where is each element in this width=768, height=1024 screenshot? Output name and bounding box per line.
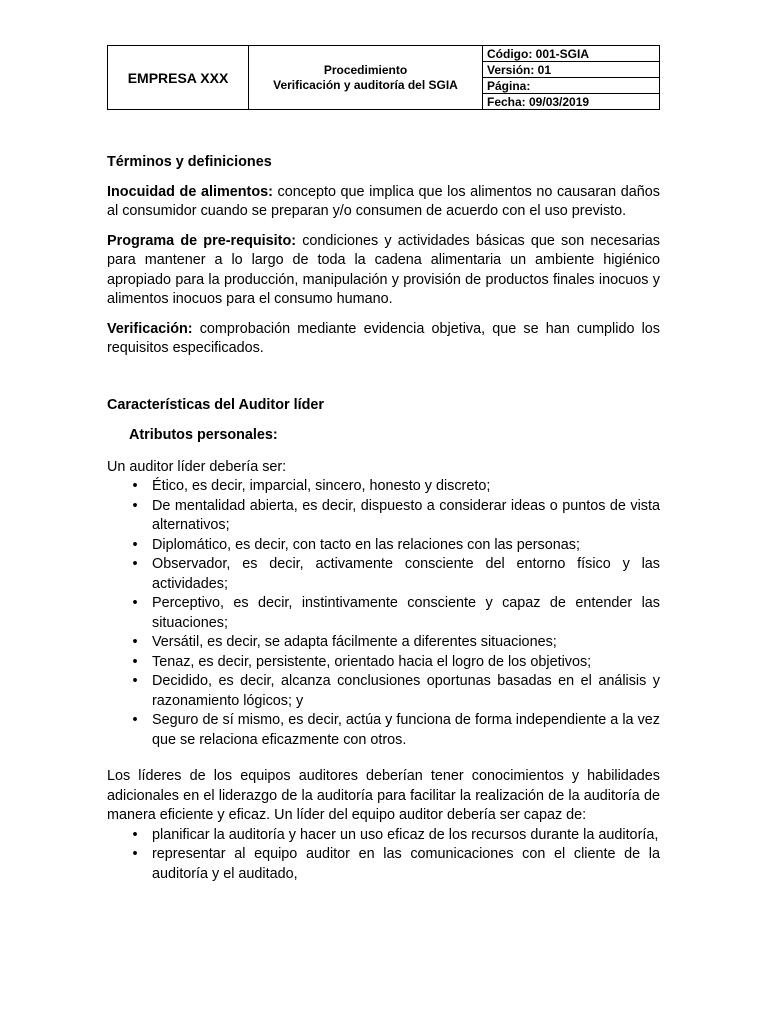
list-item: • Seguro de sí mismo, es decir, actúa y funciona de forma independiente a la vez que se relaciona eficazmente con otros. xyxy=(107,711,660,750)
bullet-icon: • xyxy=(132,712,138,728)
document-code: Código: 001-SGIA xyxy=(483,46,660,62)
list-item: • Versátil, es decir, se adapta fácilmente a diferentes situaciones; xyxy=(107,633,660,653)
list-item: • De mentalidad abierta, es decir, dispuesto a considerar ideas o puntos de vista alternativos; xyxy=(107,497,660,536)
leader-abilities-list xyxy=(107,826,660,885)
document-header-table xyxy=(107,45,660,110)
definition-text: comprobación mediante evidencia objetiva, que se han cumplido los requisitos especificados. xyxy=(107,320,660,356)
definition-food-safety xyxy=(107,183,660,222)
attributes-list xyxy=(107,477,660,750)
document-body xyxy=(107,153,660,884)
list-item: • Observador, es decir, activamente consciente del entorno físico y las actividades; xyxy=(107,555,660,594)
document-version: Versión: 01 xyxy=(483,62,660,78)
bullet-icon: • xyxy=(132,653,138,670)
auditor-section-title: Características del Auditor líder xyxy=(107,396,324,413)
bullet-icon: • xyxy=(132,556,138,572)
definition-verification xyxy=(107,320,660,359)
procedure-label: Procedimiento xyxy=(323,62,408,77)
definition-term: Inocuidad de alimentos: xyxy=(107,183,273,200)
list-item: • Ético, es decir, imparcial, sincero, honesto y discreto; xyxy=(107,477,660,497)
bullet-icon: • xyxy=(132,634,138,650)
bullet-icon: • xyxy=(132,846,138,862)
definition-text: condiciones y actividades básicas que son necesarias para mantener a lo largo de toda la cadena alimentaria un ambiente higiénico apropiado para la producción, manipulación y provisión de productos finales inocuos y alimentos inocuos para el consumo humano. xyxy=(107,232,661,307)
list-item: • Decidido, es decir, alcanza conclusiones oportunas basadas en el análisis y razonamiento lógicos; y xyxy=(107,672,660,711)
list-item: • representar al equipo auditor en las comunicaciones con el cliente de la auditoría y el auditado, xyxy=(107,845,660,884)
bullet-icon: • xyxy=(132,536,138,553)
bullet-icon: • xyxy=(132,826,138,843)
bullet-icon: • xyxy=(132,595,138,611)
definition-text: concepto que implica que los alimentos no causaran daños al consumidor cuando se preparan y/o consumen de acuerdo con el uso previsto. xyxy=(107,183,660,219)
definition-prerequisite-program xyxy=(107,232,660,310)
terms-section-title: Términos y definiciones xyxy=(107,154,272,170)
procedure-title-cell xyxy=(249,46,483,110)
company-name: EMPRESA XXX xyxy=(108,46,249,110)
list-item: • planificar la auditoría y hacer un uso eficaz de los recursos durante la auditoría, xyxy=(107,826,660,846)
list-item: • Tenaz, es decir, persistente, orientado hacia el logro de los objetivos; xyxy=(107,653,660,673)
procedure-title: Verificación y auditoría del SGIA xyxy=(273,77,458,92)
personal-attributes-title: Atributos personales: xyxy=(129,427,278,443)
leader-paragraph: Los líderes de los equipos auditores deberían tener conocimientos y habilidades adicionales en el liderazgo de la auditoría para facilitar la realización de la auditoría de manera eficiente y eficaz. Un líder del equipo auditor debería ser capaz de: xyxy=(107,768,660,823)
list-item: • Perceptivo, es decir, instintivamente consciente y capaz de entender las situaciones; xyxy=(107,594,660,633)
document-page: Página: xyxy=(483,78,660,94)
definition-term: Verificación: xyxy=(107,320,193,337)
bullet-icon: • xyxy=(132,497,138,514)
bullet-icon: • xyxy=(132,478,138,494)
definition-term: Programa de pre-requisito: xyxy=(107,232,297,249)
auditor-intro: Un auditor líder debería ser: xyxy=(107,458,287,475)
document-date: Fecha: 09/03/2019 xyxy=(483,94,660,110)
bullet-icon: • xyxy=(132,673,138,689)
list-item: • Diplomático, es decir, con tacto en las relaciones con las personas; xyxy=(107,536,660,556)
